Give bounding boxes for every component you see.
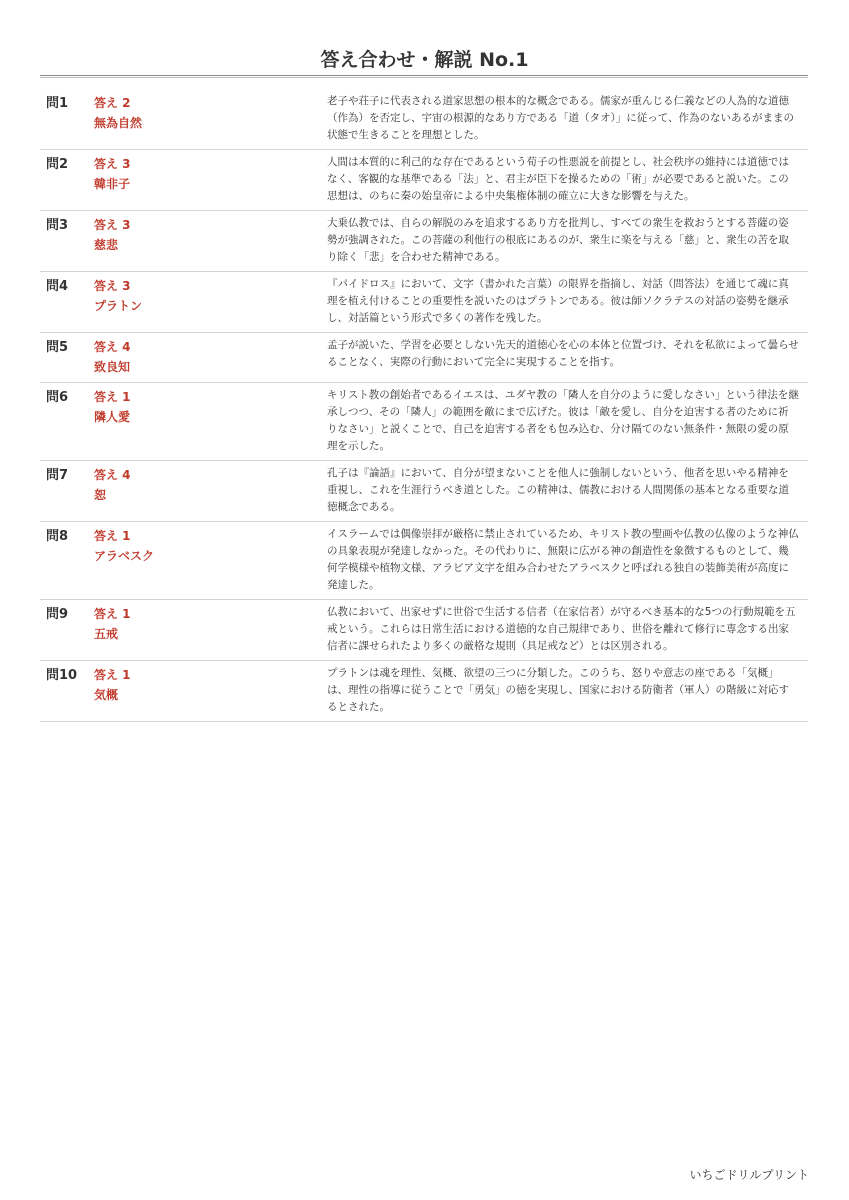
answer-label: 答え 3 [94,279,131,293]
answer-row [40,211,808,272]
answer-label: 答え 4 [94,340,131,354]
answer-cell [94,154,327,194]
answer-label: 答え 4 [94,468,131,482]
answer-row [40,661,808,722]
explanation-text: イスラームでは偶像崇拝が厳格に禁止されているため、キリスト教の聖画や仏教の仏像のような神仏の具象表現が発達しなかった。その代わりに、無限に広がる神の創造性を象徴するものとして、幾何学模様や植物文様、アラビア文字を組み合わせたアラベスクと呼ばれる独自の装飾美術が高度に発達した。 [327,528,799,591]
explanation-text: 大乗仏教では、自らの解脱のみを追求するあり方を批判し、すべての衆生を救おうとする菩薩の姿勢が強調された。この菩薩の利他行の根底にあるのが、衆生に楽を与える「慈」と、衆生の苦を取り除く「悲」を合わせた精神である。 [327,217,789,263]
answer-cell [94,526,327,566]
explanation-text: 人間は本質的に利己的な存在であるという荀子の性悪説を前提とし、社会秩序の維持には道徳ではなく、客観的な基準である「法」と、君主が臣下を操るための「術」が必要であると説いた。この思想は、のちに秦の始皇帝による中央集権体制の確立に大きな影響を与えた。 [327,156,789,202]
answer-cell [94,465,327,505]
answer-term: 恕 [94,488,107,502]
question-number: 問4 [46,279,69,294]
footer-brand: いちごドリルプリント [689,1168,809,1182]
answer-cell [94,604,327,644]
answer-term: 隣人愛 [94,410,131,424]
answer-label: 答え 1 [94,390,131,404]
page-title: 答え合わせ・解説 No.1 [320,49,529,71]
answer-cell [94,93,327,133]
answer-cell [94,337,327,377]
question-number: 問6 [46,390,69,405]
explanation-text: 孔子は『論語』において、自分が望まないことを他人に強制しないという、他者を思いやる精神を重視し、これを生涯行うべき道とした。この精神は、儒教における人間関係の基本となる重要な道徳概念である。 [327,467,789,513]
explanation-text: キリスト教の創始者であるイエスは、ユダヤ教の「隣人を自分のように愛しなさい」という律法を継承しつつ、その「隣人」の範囲を敵にまで広げた。彼は「敵を愛し、自分を迫害する者のために祈りなさい」と説くことで、自己を迫害する者をも包み込む、分け隔てのない無条件・無限の愛の原理を示した。 [327,389,799,452]
answer-term: 慈悲 [94,238,119,252]
answer-term: アラベスク [94,549,155,563]
title-divider [40,75,808,78]
answer-cell [94,387,327,427]
explanation-text: 孟子が説いた、学習を必要としない先天的道徳心を心の本体と位置づけ、それを私欲によって曇らせることなく、実際の行動において完全に実現することを指す。 [327,339,799,368]
question-number: 問9 [46,607,69,622]
explanation-text: プラトンは魂を理性、気概、欲望の三つに分類した。このうち、怒りや意志の座である「気概」は、理性の指導に従うことで「勇気」の徳を実現し、国家における防衛者（軍人）の階級に対応するとされた。 [327,667,789,713]
answer-row [40,150,808,211]
answer-term: 気概 [94,688,119,702]
answer-row [40,333,808,383]
explanation-text: 仏教において、出家せずに世俗で生活する信者（在家信者）が守るべき基本的な5つの行動規範を五戒という。これらは日常生活における道徳的な自己規律であり、世俗を離れて修行に専念する出家信者に課せられたより多くの厳格な規則（具足戒など）とは区別される。 [327,606,796,652]
answer-row [40,522,808,600]
question-number: 問7 [46,468,69,483]
question-number: 問1 [46,96,69,111]
answer-label: 答え 3 [94,218,131,232]
question-number: 問2 [46,157,69,172]
answer-row [40,461,808,522]
question-number: 問5 [46,340,69,355]
answer-row [40,272,808,333]
answer-term: 致良知 [94,360,131,374]
question-number: 問3 [46,218,69,233]
answer-term: 無為自然 [94,116,143,130]
answer-cell [94,276,327,316]
explanation-text: 老子や荘子に代表される道家思想の根本的な概念である。儒家が重んじる仁義などの人為的な道徳（作為）を否定し、宇宙の根源的なあり方である「道（タオ）」に従って、作為のないあるがままの状態で生きることを理想とした。 [327,95,795,141]
question-number: 問8 [46,529,69,544]
answer-row [40,89,808,150]
answer-term: 五戒 [94,627,119,641]
answer-cell [94,665,327,705]
answer-label: 答え 1 [94,668,131,682]
answer-term: プラトン [94,299,143,313]
answer-row [40,383,808,461]
question-number: 問10 [46,668,78,683]
answer-cell [94,215,327,255]
answer-label: 答え 2 [94,96,131,110]
explanation-text: 『パイドロス』において、文字（書かれた言葉）の限界を指摘し、対話（問答法）を通じて魂に真理を植え付けることの重要性を説いたのはプラトンである。彼は師ソクラテスの対話の姿勢を継承し、対話篇という形式で多くの著作を残した。 [327,278,789,324]
answer-label: 答え 1 [94,607,131,621]
answer-row [40,600,808,661]
answer-term: 韓非子 [94,177,131,191]
answer-label: 答え 3 [94,157,131,171]
answer-label: 答え 1 [94,529,131,543]
answer-list [40,89,808,722]
